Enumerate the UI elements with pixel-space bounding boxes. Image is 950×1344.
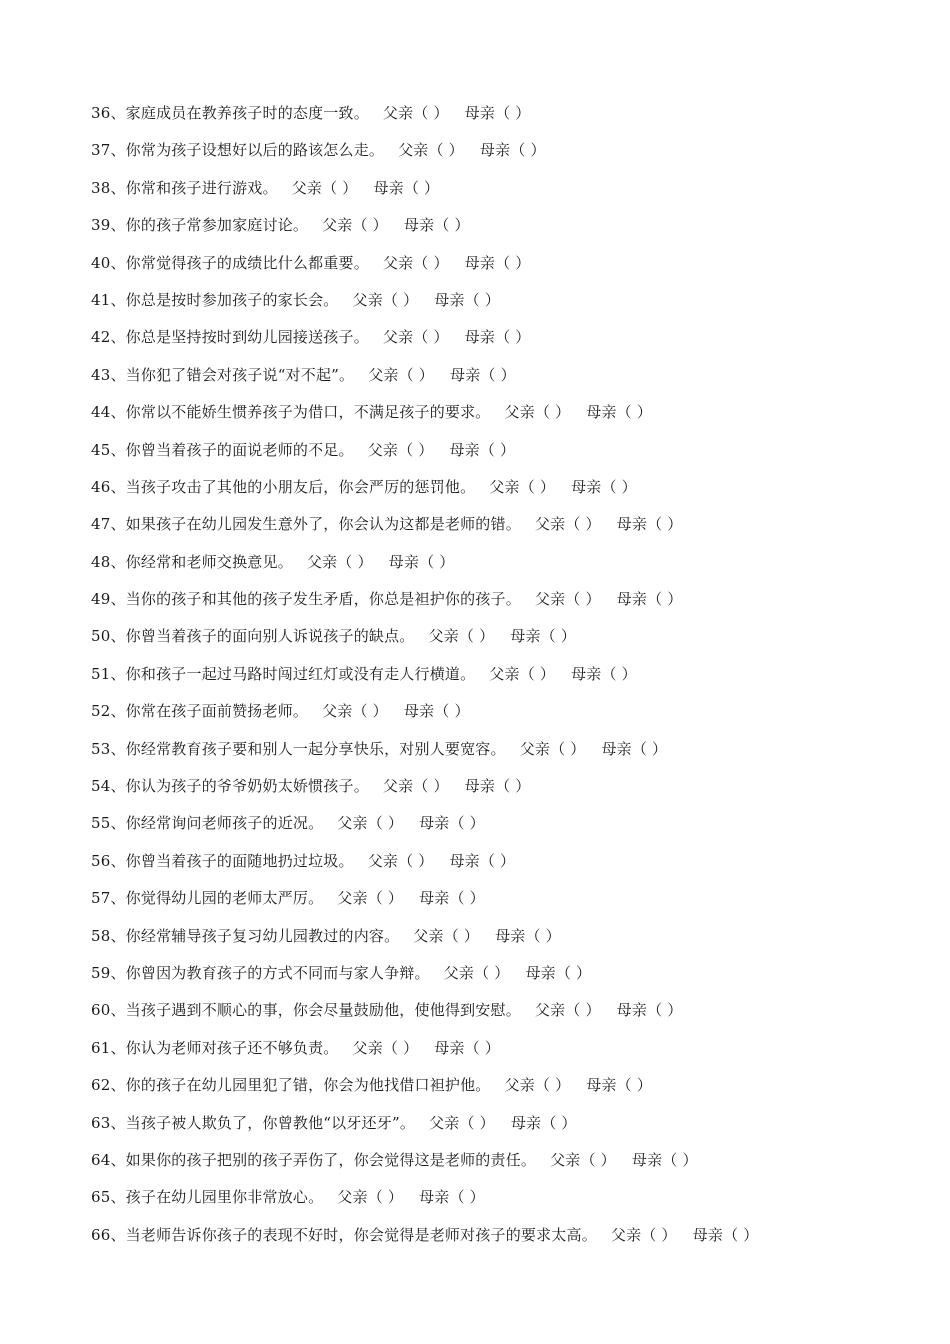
question-text: 50、你曾当着孩子的面向别人诉说孩子的缺点。: [91, 627, 415, 646]
question-item: [91, 738, 911, 775]
father-answer[interactable]: 父亲（ ）: [443, 963, 510, 982]
mother-answer[interactable]: 母亲（ ）: [571, 664, 637, 683]
question-text: 62、你的孩子在幼儿园里犯了错，你会为他找借口袒护他。: [91, 1076, 491, 1095]
mother-answer[interactable]: 母亲（ ）: [464, 777, 531, 796]
mother-answer[interactable]: 母亲（ ）: [601, 739, 668, 758]
question-text: 55、你经常询问老师孩子的近况。: [91, 814, 324, 833]
father-answer[interactable]: 父亲（ ）: [504, 1076, 571, 1095]
question-text: 40、你常觉得孩子的成绩比什么都重要。: [91, 253, 369, 272]
question-item: [91, 401, 911, 438]
mother-answer[interactable]: 母亲（ ）: [616, 590, 683, 609]
father-answer[interactable]: 父亲（ ）: [306, 552, 373, 571]
father-answer[interactable]: 父亲（ ）: [519, 739, 586, 758]
father-answer[interactable]: 父亲（ ）: [352, 1038, 419, 1057]
question-item: [91, 775, 911, 812]
question-text: 45、你曾当着孩子的面说老师的不足。: [91, 440, 354, 459]
question-text: 63、当孩子被人欺负了，你曾教他“以牙还牙”。: [91, 1113, 416, 1132]
question-item: [91, 1112, 911, 1149]
father-answer[interactable]: 父亲（ ）: [382, 328, 449, 347]
mother-answer[interactable]: 母亲（ ）: [616, 515, 683, 534]
question-text: 49、当你的孩子和其他的孩子发生矛盾，你总是袒护你的孩子。: [91, 590, 521, 609]
father-answer[interactable]: 父亲（ ）: [322, 702, 388, 721]
father-answer[interactable]: 父亲（ ）: [429, 1113, 495, 1132]
mother-answer[interactable]: 母亲（ ）: [631, 1150, 698, 1169]
father-answer[interactable]: 父亲（ ）: [337, 1188, 404, 1207]
mother-answer[interactable]: 母亲（ ）: [373, 178, 440, 197]
question-item: [91, 700, 911, 737]
question-text: 39、你的孩子常参加家庭讨论。: [91, 216, 309, 235]
question-item: [91, 214, 911, 251]
father-answer[interactable]: 父亲（ ）: [382, 777, 449, 796]
mother-answer[interactable]: 母亲（ ）: [571, 477, 637, 496]
question-text: 38、你常和孩子进行游戏。: [91, 178, 278, 197]
question-item: [91, 625, 911, 662]
question-text: 42、你总是坚持按时到幼儿园接送孩子。: [91, 328, 369, 347]
father-answer[interactable]: 父亲（ ）: [413, 926, 480, 945]
mother-answer[interactable]: 母亲（ ）: [419, 1188, 485, 1207]
mother-answer[interactable]: 母亲（ ）: [525, 963, 592, 982]
father-answer[interactable]: 父亲（ ）: [534, 1001, 601, 1020]
mother-answer[interactable]: 母亲（ ）: [419, 889, 485, 908]
question-item: [91, 850, 911, 887]
father-answer[interactable]: 父亲（ ）: [367, 851, 434, 870]
mother-answer[interactable]: 母亲（ ）: [616, 1001, 683, 1020]
question-text: 61、你认为老师对孩子还不够负责。: [91, 1038, 339, 1057]
mother-answer[interactable]: 母亲（ ）: [510, 627, 577, 646]
question-item: [91, 476, 911, 513]
mother-answer[interactable]: 母亲（ ）: [464, 253, 531, 272]
mother-answer[interactable]: 母亲（ ）: [403, 702, 470, 721]
question-text: 65、孩子在幼儿园里你非常放心。: [91, 1188, 324, 1207]
question-item: [91, 177, 911, 214]
question-item: [91, 999, 911, 1036]
father-answer[interactable]: 父亲（ ）: [534, 590, 601, 609]
father-answer[interactable]: 父亲（ ）: [534, 515, 601, 534]
father-answer[interactable]: 父亲（ ）: [610, 1225, 677, 1244]
father-answer[interactable]: 父亲（ ）: [504, 403, 571, 422]
father-answer[interactable]: 父亲（ ）: [550, 1150, 616, 1169]
father-answer[interactable]: 父亲（ ）: [367, 440, 434, 459]
question-item: [91, 887, 911, 924]
question-text: 53、你经常教育孩子要和别人一起分享快乐，对别人要宽容。: [91, 739, 506, 758]
question-item: [91, 139, 911, 176]
father-answer[interactable]: 父亲（ ）: [398, 141, 464, 160]
mother-answer[interactable]: 母亲（ ）: [479, 141, 546, 160]
mother-answer[interactable]: 母亲（ ）: [449, 440, 516, 459]
question-text: 60、当孩子遇到不顺心的事，你会尽量鼓励他，使他得到安慰。: [91, 1001, 521, 1020]
question-text: 36、家庭成员在教养孩子时的态度一致。: [91, 104, 369, 122]
question-item: [91, 1074, 911, 1111]
question-text: 46、当孩子攻击了其他的小朋友后，你会严厉的惩罚他。: [91, 477, 476, 496]
father-answer[interactable]: 父亲（ ）: [382, 104, 449, 122]
question-item: [91, 326, 911, 363]
question-item: [91, 1186, 911, 1223]
question-text: 37、你常为孩子设想好以后的路该怎么走。: [91, 141, 385, 160]
mother-answer[interactable]: 母亲（ ）: [434, 1038, 501, 1057]
mother-answer[interactable]: 母亲（ ）: [510, 1113, 577, 1132]
question-item: [91, 925, 911, 962]
father-answer[interactable]: 父亲（ ）: [382, 253, 449, 272]
mother-answer[interactable]: 母亲（ ）: [450, 365, 516, 384]
mother-answer[interactable]: 母亲（ ）: [464, 328, 531, 347]
father-answer[interactable]: 父亲（ ）: [428, 627, 495, 646]
father-answer[interactable]: 父亲（ ）: [291, 178, 358, 197]
mother-answer[interactable]: 母亲（ ）: [692, 1225, 759, 1244]
question-item: [91, 812, 911, 849]
question-item: [91, 1037, 911, 1074]
question-text: 51、你和孩子一起过马路时闯过红灯或没有走人行横道。: [91, 664, 476, 683]
question-text: 41、你总是按时参加孩子的家长会。: [91, 290, 339, 309]
mother-answer[interactable]: 母亲（ ）: [419, 814, 485, 833]
question-text: 47、如果孩子在幼儿园发生意外了，你会认为这都是老师的错。: [91, 515, 521, 534]
question-item: [91, 663, 911, 700]
mother-answer[interactable]: 母亲（ ）: [586, 403, 653, 422]
question-text: 59、你曾因为教育孩子的方式不同而与家人争辩。: [91, 963, 430, 982]
mother-answer[interactable]: 母亲（ ）: [464, 104, 531, 122]
mother-answer[interactable]: 母亲（ ）: [403, 216, 470, 235]
question-text: 58、你经常辅导孩子复习幼儿园教过的内容。: [91, 926, 400, 945]
mother-answer[interactable]: 母亲（ ）: [495, 926, 561, 945]
mother-answer[interactable]: 母亲（ ）: [449, 851, 516, 870]
question-text: 48、你经常和老师交换意见。: [91, 552, 293, 571]
question-item: [91, 551, 911, 588]
question-item: [91, 252, 911, 289]
question-item: [91, 364, 911, 401]
father-answer[interactable]: 父亲（ ）: [337, 889, 404, 908]
question-item: [91, 102, 911, 139]
father-answer[interactable]: 父亲（ ）: [368, 365, 435, 384]
question-item: [91, 588, 911, 625]
question-item: [91, 1224, 911, 1261]
question-text: 43、当你犯了错会对孩子说“对不起”。: [91, 365, 355, 384]
question-text: 56、你曾当着孩子的面随地扔过垃圾。: [91, 851, 354, 870]
question-text: 52、你常在孩子面前赞扬老师。: [91, 702, 309, 721]
father-answer[interactable]: 父亲（ ）: [352, 290, 419, 309]
mother-answer[interactable]: 母亲（ ）: [388, 552, 455, 571]
question-text: 64、如果你的孩子把别的孩子弄伤了，你会觉得这是老师的责任。: [91, 1150, 537, 1169]
question-text: 54、你认为孩子的爷爷奶奶太娇惯孩子。: [91, 777, 369, 796]
question-item: [91, 962, 911, 999]
question-text: 44、你常以不能娇生惯养孩子为借口，不满足孩子的要求。: [91, 403, 491, 422]
question-text: 57、你觉得幼儿园的老师太严厉。: [91, 889, 324, 908]
questionnaire: [91, 102, 911, 1261]
question-text: 66、当老师告诉你孩子的表现不好时，你会觉得是老师对孩子的要求太高。: [91, 1225, 597, 1244]
father-answer[interactable]: 父亲（ ）: [489, 477, 556, 496]
question-item: [91, 439, 911, 476]
question-item: [91, 513, 911, 550]
father-answer[interactable]: 父亲（ ）: [489, 664, 556, 683]
father-answer[interactable]: 父亲（ ）: [322, 216, 388, 235]
mother-answer[interactable]: 母亲（ ）: [586, 1076, 653, 1095]
question-item: [91, 289, 911, 326]
mother-answer[interactable]: 母亲（ ）: [434, 290, 501, 309]
father-answer[interactable]: 父亲（ ）: [337, 814, 404, 833]
question-item: [91, 1149, 911, 1186]
